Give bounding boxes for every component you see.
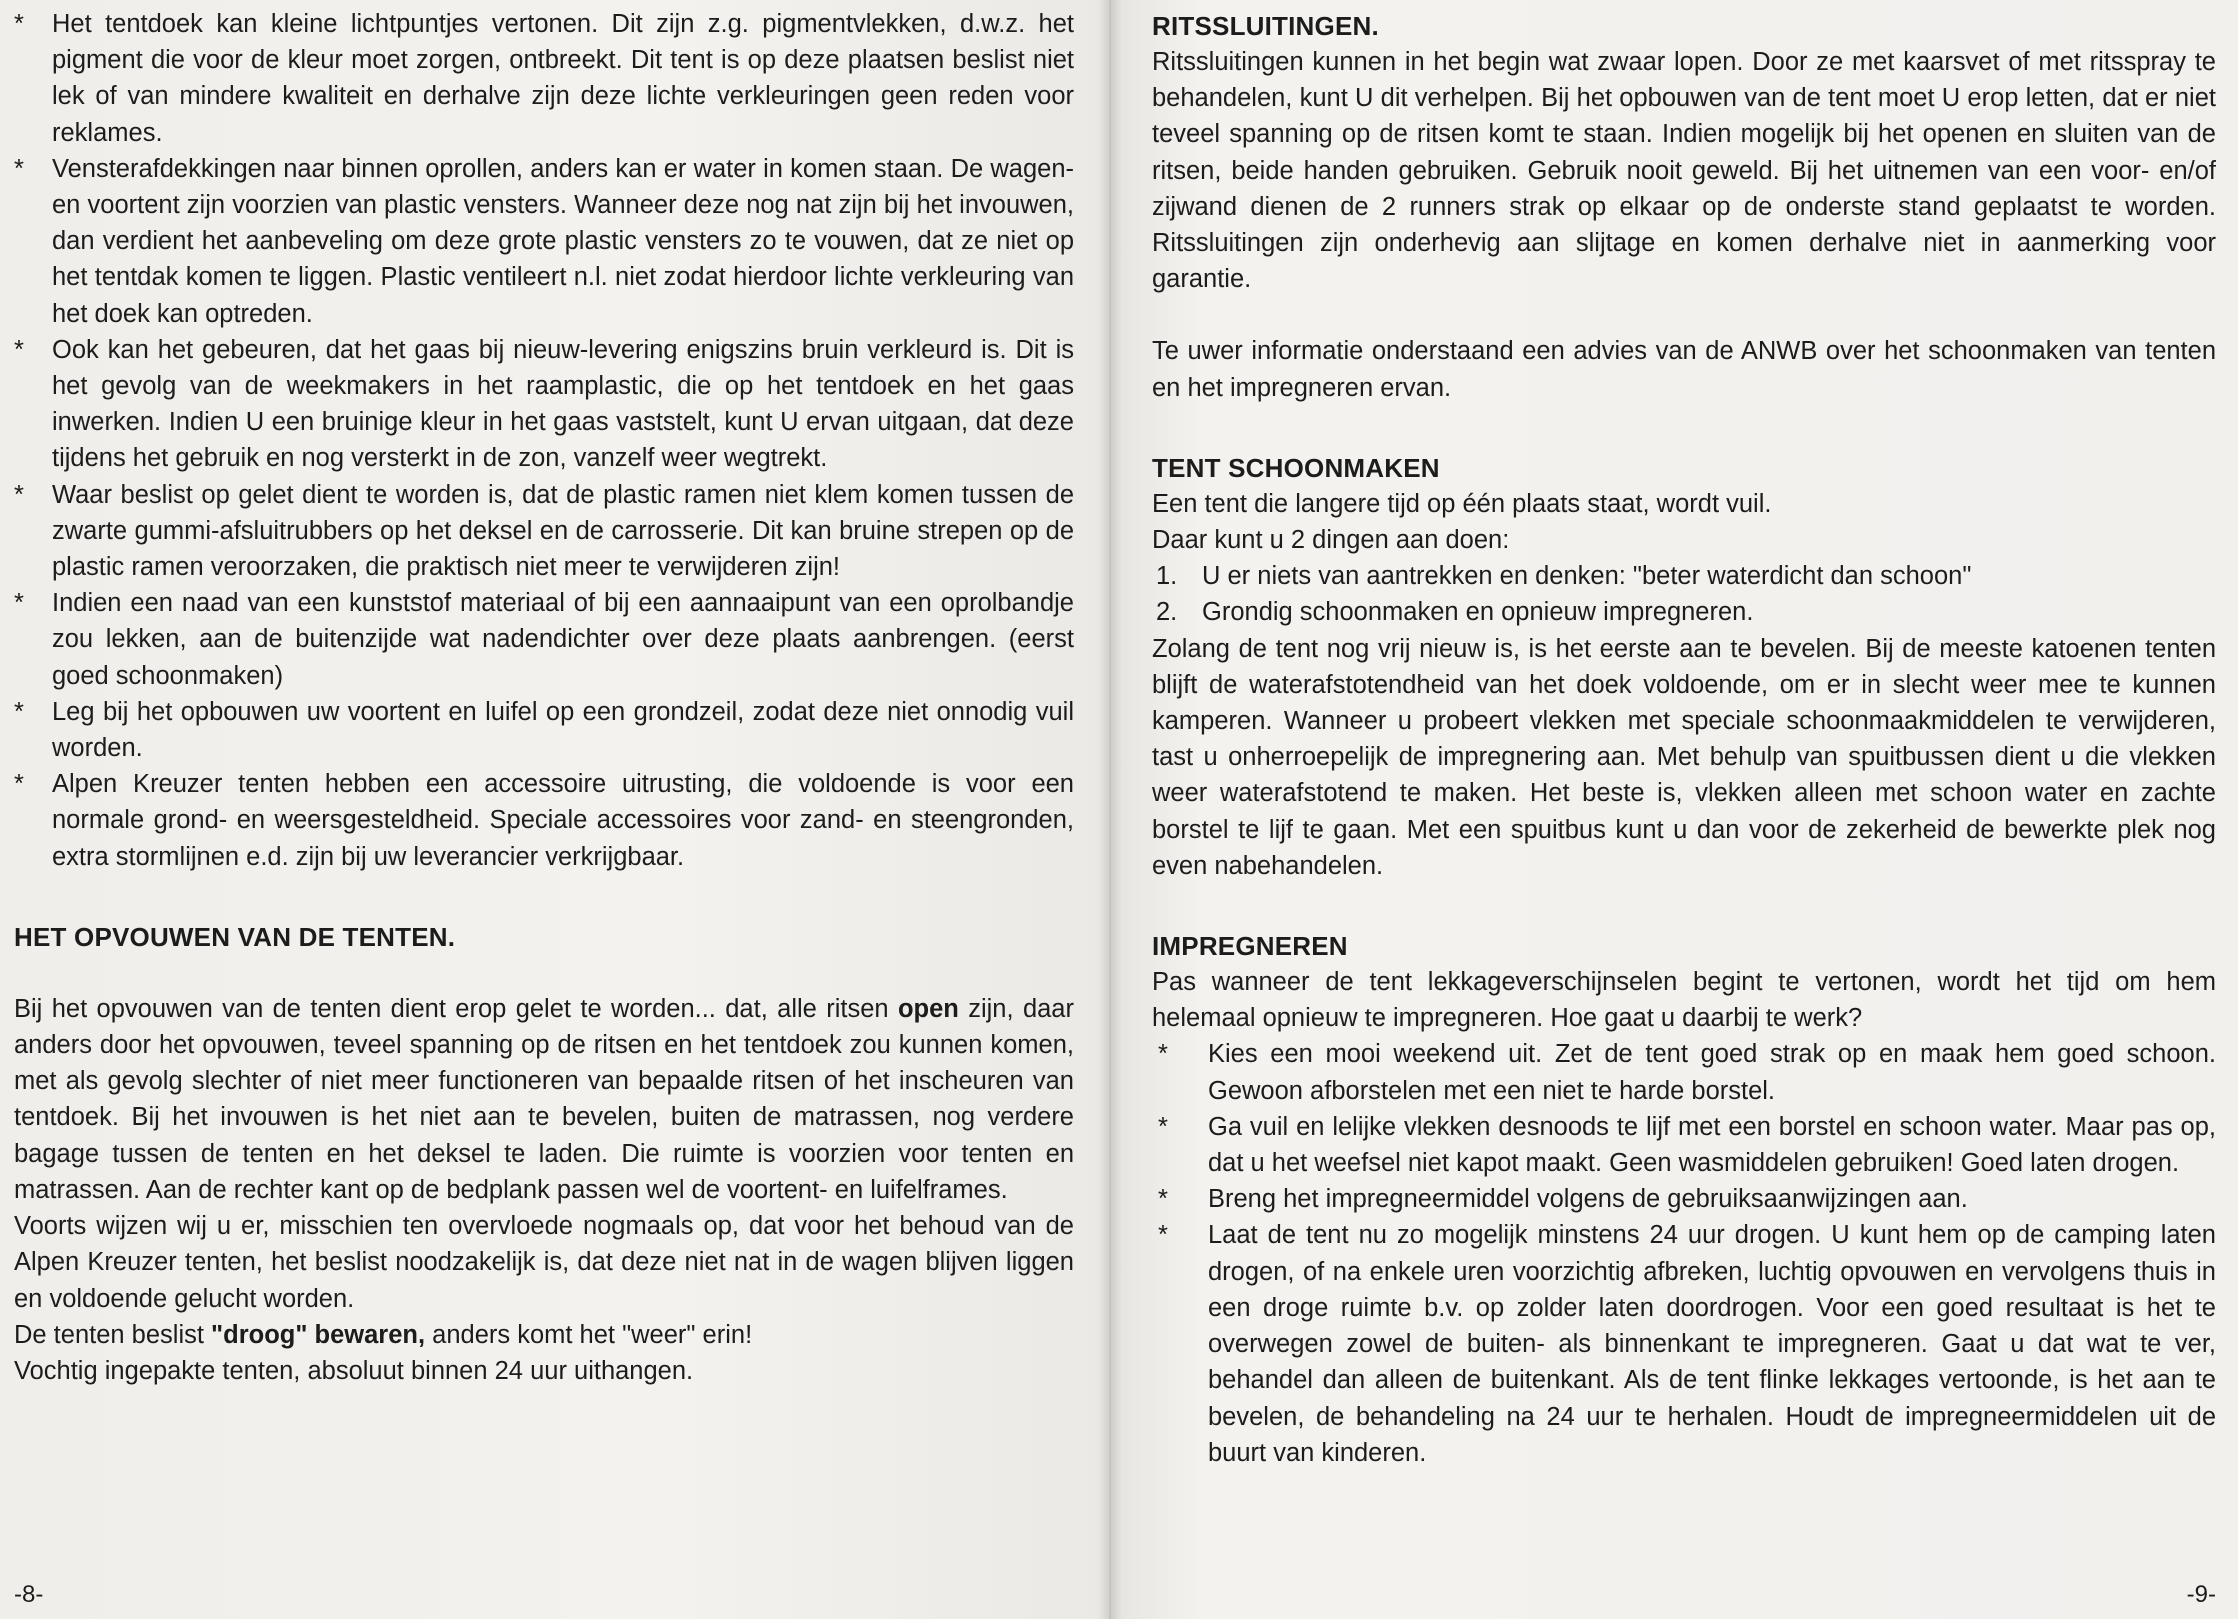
- bullet-text: Indien een naad van een kunststof materiaal of bij een aannaaipunt van een oprolbandje zou lekken, aan de buitenzijde wat nadendichter over deze plaats aanbrengen. (eerst goed schoonmaken): [52, 589, 1074, 690]
- bullet-mark: *: [14, 770, 24, 799]
- bullet-mark: *: [14, 480, 24, 509]
- bullet-mark: *: [14, 589, 24, 618]
- bullet-mark: *: [14, 697, 24, 726]
- list-item: [14, 332, 1074, 477]
- paragraph-text: zijn, daar anders door het opvouwen, teveel spanning op de ritsen en het tentdoek zou kunnen komen, met als gevolg slechter of niet meer functioneren van bepaalde ritsen of het inscheuren van tentdoek. Bij het invouwen is het niet aan te bevelen, buiten de matrassen, nog verdere bagage tussen de tenten en het deksel te laden. Die ruimte is voorzien voor tenten en matrassen. Aan de rechter kant op de bedplank passen wel de voortent- en luifelframes.: [14, 994, 1074, 1204]
- section-heading-schoonmaken: TENT SCHOONMAKEN: [1152, 452, 1440, 483]
- bullet-text: Laat de tent nu zo mogelijk minstens 24 uur drogen. U kunt hem op de camping laten drogen, of na enkele uren voorzichtig afbreken, luchtig opvouwen en vervolgens thuis in een droge ruimte b.v. op zolder laten doordrogen. Voor een goed resultaat is het te overwegen zowel de buiten- als binnenkant te impregneren. Gaat u dat wat te ver, behandel dan alleen de buitenkant. Als de tent flinke lekkages vertoonde, is het aan te bevelen, de behandeling na 24 uur te herhalen. Houdt de impregneermiddelen uit de buurt van kinderen.: [1208, 1221, 2216, 1467]
- section-heading-impregneren: IMPREGNEREN: [1152, 931, 1348, 962]
- list-item: [1152, 1109, 2216, 1181]
- list-item: [14, 6, 1074, 151]
- page-number-right: -9-: [2186, 1581, 2216, 1608]
- bullet-text: Vensterafdekkingen naar binnen oprollen, anders kan er water in komen staan. De wagen- en voortent zijn voorzien van plastic vensters. Wanneer deze nog nat zijn bij het invouwen, dan verdient het aanbeveling om deze grote plastic vensters zo te vouwen, dat ze niet op het tentdak komen te liggen. Plastic ventileert n.l. niet zodat hierdoor lichte verkleuring van het doek kan optreden.: [52, 154, 1074, 328]
- paragraph-clean-advice: Zolang de tent nog vrij nieuw is, is het eerste aan te bevelen. Bij de meeste katoenen tenten blijft de waterafstotendheid van het doek voldoende, om er in slecht weer mee te kunnen kamperen. Wanneer u probeert vlekken met speciale schoonmaakmiddelen te verwijderen, tast u onherroepelijk de impregnering aan. Met behulp van spuitbussen dient u die vlekken weer waterafstotend te maken. Het beste is, vlekken alleen met schoon water en zachte borstel te lijf te gaan. Met een spuitbus kunt u dan voor de zekerheid de bewerkte plek nog even nabehandelen.: [1152, 634, 2216, 880]
- bullet-mark: *: [1158, 1185, 1168, 1214]
- paragraph-clean-intro: Een tent die langere tijd op één plaats staat, wordt vuil.: [1152, 489, 1772, 518]
- bullet-mark: *: [14, 335, 24, 364]
- right-column: [1152, 8, 2216, 1471]
- bullet-text: Leg bij het opbouwen uw voortent en luifel op een grondzeil, zodat deze niet onnodig vuil worden.: [52, 697, 1074, 763]
- paragraph-vochtig: Vochtig ingepakte tenten, absoluut binnen 24 uur uithangen.: [14, 1356, 694, 1385]
- emphasis-droog: "droog" bewaren,: [211, 1320, 426, 1349]
- list-item: [1152, 1181, 2216, 1217]
- bullet-text: Alpen Kreuzer tenten hebben een accessoire uitrusting, die voldoende is voor een normale grond- en weersgesteldheid. Speciale accessoires voor zand- en steengronden, extra stormlijnen e.d. zijn bij uw leverancier verkrijgbaar.: [52, 770, 1074, 871]
- page-number-left: -8-: [14, 1581, 44, 1608]
- bullet-text: Het tentdoek kan kleine lichtpuntjes vertonen. Dit zijn z.g. pigmentvlekken, d.w.z. het pigment die voor de kleur moet zorgen, ontbreekt. Dit tent is op deze plaatsen beslist niet lek of van mindere kwaliteit en derhalve zijn deze lichte verkleuringen geen reden voor reklames.: [52, 10, 1074, 147]
- bullet-mark: *: [1158, 1040, 1168, 1069]
- clean-options-list: [1152, 558, 2216, 630]
- bullet-mark: *: [1158, 1112, 1168, 1141]
- section-heading-ritssluitingen: RITSSLUITINGEN.: [1152, 11, 1379, 41]
- bullet-mark: *: [1158, 1221, 1168, 1250]
- option-number: 2.: [1156, 598, 1178, 627]
- paragraph-clean-options-intro: Daar kunt u 2 dingen aan doen:: [1152, 526, 1510, 555]
- option-text: Grondig schoonmaken en opnieuw impregneren.: [1202, 598, 1754, 627]
- page-left: [0, 0, 1110, 1619]
- care-bullet-list: [14, 6, 1074, 875]
- bullet-text: Kies een mooi weekend uit. Zet de tent goed strak op en maak hem goed schoon. Gewoon afborstelen met een niet te harde borstel.: [1208, 1040, 2216, 1105]
- bullet-mark: *: [14, 154, 24, 183]
- paragraph-opvouwen: [14, 991, 1074, 1208]
- paragraph-anwb: Te uwer informatie onderstaand een advies van de ANWB over het schoonmaken van tenten en het impregneren ervan.: [1152, 337, 2216, 402]
- book-gutter: [1098, 0, 1122, 1619]
- bullet-text: Breng het impregneermiddel volgens de gebruiksaanwijzingen aan.: [1208, 1185, 1968, 1214]
- list-item: [1152, 558, 2216, 594]
- paragraph-ritssluitingen: Ritssluitingen kunnen in het begin wat zwaar lopen. Door ze met kaarsvet of met ritsspray te behandelen, kunt U dit verhelpen. Bij het opbouwen van de tent moet U erop letten, dat er niet teveel spanning op de ritsen komt te staan. Indien mogelijk bij het openen en sluiten van de ritsen, beide handen gebruiken. Gebruik nooit geweld. Bij het uitnemen van een voor- en/of zijwand dienen de 2 runners strak op elkaar op de onderste stand geplaatst te worden. Ritssluitingen zijn onderhevig aan slijtage en komen derhalve niet in aanmerking voor garantie.: [1152, 48, 2216, 294]
- list-item: [14, 151, 1074, 332]
- bullet-text: Waar beslist op gelet dient te worden is, dat de plastic ramen niet klem komen tussen de zwarte gummi-afsluitrubbers op het deksel en de carrosserie. Dit kan bruine strepen op de plastic ramen veroorzaken, die praktisch niet meer te verwijderen zijn!: [52, 480, 1074, 582]
- list-item: [1152, 594, 2216, 630]
- paragraph-text: Bij het opvouwen van de tenten dient erop gelet te worden... dat, alle ritsen: [14, 994, 898, 1023]
- paragraph-text: De tenten beslist: [14, 1320, 212, 1349]
- impreg-bullet-list: [1152, 1036, 2216, 1470]
- paragraph-impreg-intro: Pas wanneer de tent lekkageverschijnselen begint te vertonen, wordt het tijd om hem helemaal opnieuw te impregneren. Hoe gaat u daarbij te werk?: [1152, 968, 2216, 1033]
- list-item: [14, 694, 1074, 766]
- list-item: [14, 766, 1074, 875]
- left-column: [14, 6, 1074, 1389]
- paragraph-behoud: Voorts wijzen wij u er, misschien ten overvloede nogmaals op, dat voor het behoud van de Alpen Kreuzer tenten, het beslist noodzakelijk is, dat deze niet nat in de wagen blijven liggen en voldoende gelucht worden.: [14, 1212, 1074, 1313]
- bullet-mark: *: [14, 10, 24, 38]
- list-item: [14, 585, 1074, 694]
- emphasis-open: open: [897, 994, 959, 1023]
- list-item: [1152, 1217, 2216, 1470]
- option-number: 1.: [1156, 562, 1178, 591]
- option-text: U er niets van aantrekken en denken: "beter waterdicht dan schoon": [1202, 562, 1972, 591]
- page-right: [1110, 0, 2238, 1619]
- section-heading-opvouwen: HET OPVOUWEN VAN DE TENTEN.: [14, 921, 456, 952]
- paragraph-text: anders komt het "weer" erin!: [425, 1320, 753, 1349]
- list-item: [14, 477, 1074, 586]
- list-item: [1152, 1036, 2216, 1108]
- bullet-text: Ook kan het gebeuren, dat het gaas bij nieuw-levering enigszins bruin verkleurd is. Dit is het gevolg van de weekmakers in het raamplastic, die op het tentdoek en het gaas inwerken. Indien U een bruinige kleur in het gaas vaststelt, kunt U ervan uitgaan, dat deze tijdens het gebruik en nog versterkt in de zon, vanzelf weer wegtrekt.: [52, 335, 1074, 473]
- paragraph-droog: [14, 1317, 1074, 1353]
- bullet-text: Ga vuil en lelijke vlekken desnoods te lijf met een borstel en schoon water. Maar pas op, dat u het weefsel niet kapot maakt. Geen wasmiddelen gebruiken! Goed laten drogen.: [1208, 1112, 2216, 1178]
